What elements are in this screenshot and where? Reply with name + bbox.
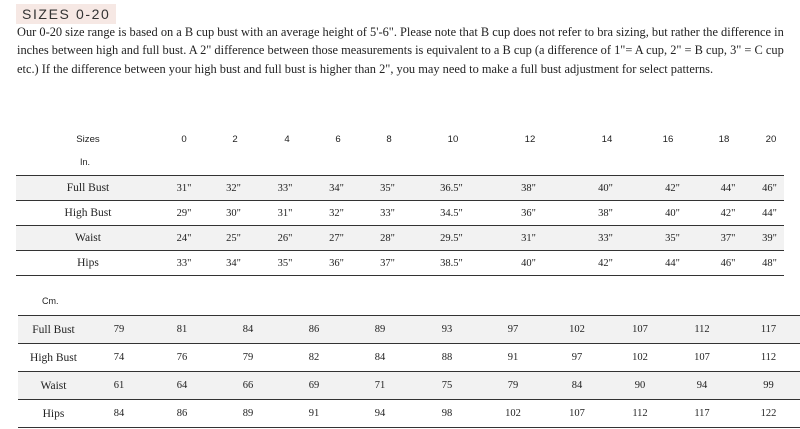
table-cell: 36" [311, 251, 362, 276]
table-cell: 29.5" [413, 226, 490, 251]
table-cell: 71 [347, 372, 413, 400]
table-row [18, 316, 800, 344]
table-cell: 64 [149, 372, 215, 400]
table-cell: 81 [149, 316, 215, 344]
table-cell: 33" [567, 226, 644, 251]
cm-unit-label: Cm. [42, 296, 59, 306]
size-header-4: 4 [284, 134, 290, 145]
table-cell: 31" [490, 226, 567, 251]
table-cell: 89 [215, 400, 281, 428]
table-cell: 44" [701, 176, 755, 201]
table-cell: 34" [311, 176, 362, 201]
table-cell: 35" [259, 251, 311, 276]
table-cell: 107 [545, 400, 609, 428]
table-cell: 32" [311, 201, 362, 226]
size-header-12: 12 [524, 134, 536, 145]
table-row [18, 344, 800, 372]
row-label: Waist [18, 372, 89, 400]
table-cell: 40" [567, 176, 644, 201]
table-row [16, 201, 784, 226]
table-cell: 33" [362, 201, 413, 226]
table-row [16, 251, 784, 276]
table-cell: 48" [755, 251, 784, 276]
table-cell: 84 [89, 400, 149, 428]
table-cell: 82 [281, 344, 347, 372]
table-cell: 34" [208, 251, 259, 276]
inches-table [16, 175, 784, 276]
table-cell: 31" [259, 201, 311, 226]
table-cell: 39" [755, 226, 784, 251]
page-heading: SIZES 0-20 [16, 4, 116, 24]
table-row [18, 372, 800, 400]
table-cell: 107 [609, 316, 671, 344]
table-cell: 86 [149, 400, 215, 428]
table-cell: 38.5" [413, 251, 490, 276]
table-cell: 30" [208, 201, 259, 226]
table-cell: 44" [644, 251, 701, 276]
table-cell: 112 [609, 400, 671, 428]
size-header-6: 6 [335, 134, 341, 145]
table-cell: 66 [215, 372, 281, 400]
table-cell: 38" [490, 176, 567, 201]
table-cell: 35" [644, 226, 701, 251]
table-cell: 32" [208, 176, 259, 201]
size-header-18: 18 [718, 134, 730, 145]
table-cell: 25" [208, 226, 259, 251]
table-cell: 84 [347, 344, 413, 372]
cm-table [18, 315, 800, 428]
table-cell: 35" [362, 176, 413, 201]
size-header-14: 14 [601, 134, 613, 145]
table-cell: 79 [89, 316, 149, 344]
table-cell: 74 [89, 344, 149, 372]
row-label: High Bust [16, 201, 160, 226]
table-cell: 94 [671, 372, 733, 400]
table-cell: 86 [281, 316, 347, 344]
size-header-10: 10 [447, 134, 459, 145]
table-cell: 91 [481, 344, 545, 372]
table-cell: 27" [311, 226, 362, 251]
table-cell: 117 [733, 316, 800, 344]
table-row [16, 176, 784, 201]
intro-paragraph: Our 0-20 size range is based on a B cup bust with an average height of 5'-6". Please note that B cup does not refer to bra sizing, but rather the difference in inches between high and full bust. A 2" difference between those measurements is equivalent to a B cup (a difference of 1"= A cup, 2" = B cup, 3" = C cup etc.) If the difference between your high bust and full bust is higher than 2", you may need to make a full bust adjustment for select patterns. [17, 25, 784, 76]
table-cell: 112 [733, 344, 800, 372]
row-label: Waist [16, 226, 160, 251]
table-cell: 102 [545, 316, 609, 344]
table-cell: 75 [413, 372, 481, 400]
table-cell: 40" [490, 251, 567, 276]
table-cell: 84 [545, 372, 609, 400]
table-cell: 46" [755, 176, 784, 201]
table-cell: 79 [215, 344, 281, 372]
row-label: Full Bust [16, 176, 160, 201]
table-cell: 37" [701, 226, 755, 251]
size-header-2: 2 [232, 134, 238, 145]
table-cell: 40" [644, 201, 701, 226]
table-cell: 90 [609, 372, 671, 400]
table-cell: 102 [609, 344, 671, 372]
table-cell: 69 [281, 372, 347, 400]
table-cell: 89 [347, 316, 413, 344]
table-cell: 84 [215, 316, 281, 344]
table-row [16, 226, 784, 251]
table-cell: 33" [259, 176, 311, 201]
table-cell: 97 [481, 316, 545, 344]
table-cell: 42" [567, 251, 644, 276]
table-cell: 79 [481, 372, 545, 400]
table-cell: 38" [567, 201, 644, 226]
row-label: Hips [16, 251, 160, 276]
table-cell: 34.5" [413, 201, 490, 226]
table-cell: 102 [481, 400, 545, 428]
table-cell: 76 [149, 344, 215, 372]
table-cell: 98 [413, 400, 481, 428]
table-cell: 46" [701, 251, 755, 276]
table-cell: 93 [413, 316, 481, 344]
table-cell: 91 [281, 400, 347, 428]
size-header-8: 8 [386, 134, 392, 145]
table-cell: 24" [160, 226, 208, 251]
table-cell: 36.5" [413, 176, 490, 201]
table-cell: 31" [160, 176, 208, 201]
table-cell: 107 [671, 344, 733, 372]
table-cell: 117 [671, 400, 733, 428]
table-cell: 99 [733, 372, 800, 400]
table-cell: 61 [89, 372, 149, 400]
table-cell: 29" [160, 201, 208, 226]
table-cell: 94 [347, 400, 413, 428]
table-cell: 42" [644, 176, 701, 201]
table-row [18, 400, 800, 428]
table-cell: 97 [545, 344, 609, 372]
row-label: High Bust [18, 344, 89, 372]
table-cell: 122 [733, 400, 800, 428]
table-cell: 33" [160, 251, 208, 276]
table-cell: 36" [490, 201, 567, 226]
size-header-16: 16 [662, 134, 674, 145]
sizes-header-label: Sizes [76, 134, 100, 145]
table-cell: 37" [362, 251, 413, 276]
inches-unit-label: In. [80, 157, 91, 167]
table-cell: 28" [362, 226, 413, 251]
table-cell: 42" [701, 201, 755, 226]
table-cell: 88 [413, 344, 481, 372]
table-cell: 44" [755, 201, 784, 226]
table-cell: 112 [671, 316, 733, 344]
row-label: Full Bust [18, 316, 89, 344]
size-header-0: 0 [181, 134, 187, 145]
row-label: Hips [18, 400, 89, 428]
table-cell: 26" [259, 226, 311, 251]
size-header-20: 20 [765, 134, 777, 145]
